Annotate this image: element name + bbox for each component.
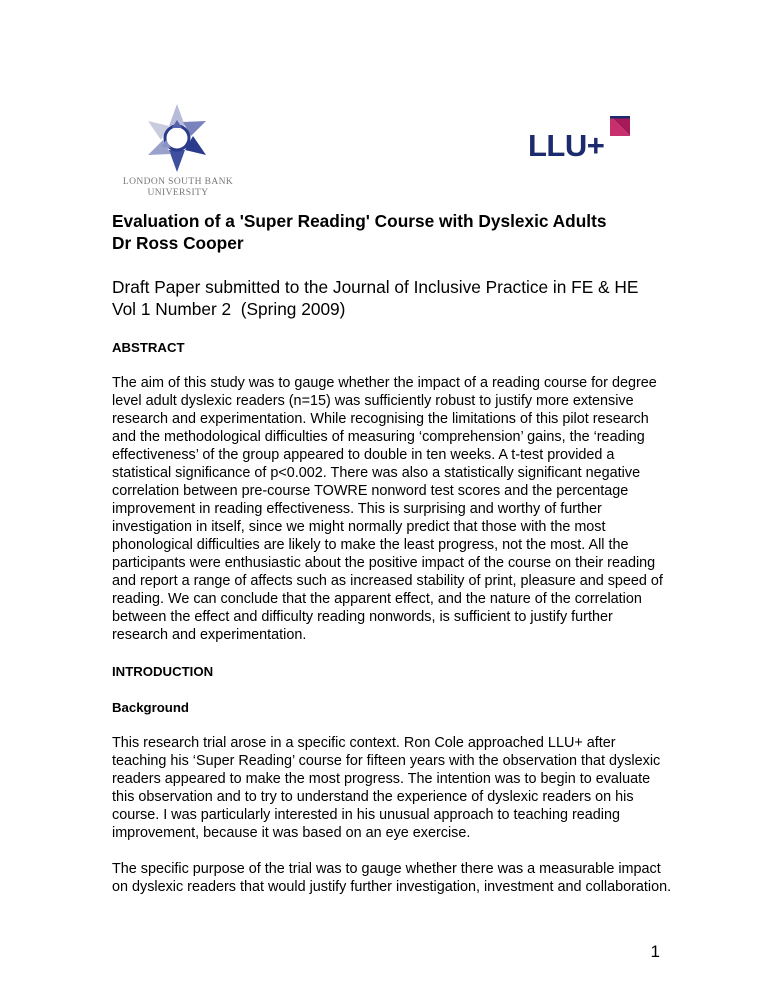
paper-author: Dr Ross Cooper: [112, 233, 244, 253]
background-paragraph-2: The specific purpose of the trial was to gauge whether there was a measurable impact on dyslexic readers that would justify further investigation, investment and collaboration.: [112, 861, 672, 895]
llu-wordmark: LLU+: [528, 128, 605, 163]
lsbu-emblem-icon: [114, 100, 242, 180]
paper-title: [112, 210, 672, 254]
lsbu-wordmark: [114, 177, 242, 199]
llu-plus-logo: [524, 114, 654, 164]
introduction-heading: INTRODUCTION: [112, 664, 214, 679]
page-number: 1: [650, 942, 660, 961]
background-heading: Background: [112, 700, 189, 715]
article-body: [112, 210, 672, 896]
lsbu-logo: [114, 100, 242, 200]
paper-title-line1: Evaluation of a 'Super Reading' Course with Dyslexic Adults: [112, 211, 607, 231]
paper-subtitle-line2: Vol 1 Number 2 (Spring 2009): [112, 299, 346, 319]
background-paragraph-1: This research trial arose in a specific context. Ron Cole approached LLU+ after teaching his ‘Super Reading’ course for fifteen years with the observation that dyslexic readers appeared to make the most progress. The intention was to begin to evaluate this observation and to try to understand the experience of dyslexic readers on his course. I was particularly interested in his unusual approach to teaching reading improvement, because it was based on an eye exercise.: [112, 735, 661, 841]
paper-subtitle: [112, 276, 672, 320]
lsbu-wordmark-line1: LONDON SOUTH BANK: [122, 177, 234, 187]
paper-subtitle-line1: Draft Paper submitted to the Journal of Inclusive Practice in FE & HE: [112, 277, 639, 297]
abstract-heading: ABSTRACT: [112, 340, 185, 355]
abstract-text: The aim of this study was to gauge whether the impact of a reading course for degree level adult dyslexic readers (n=15) was sufficiently robust to justify more extensive research and experimentation. While recognising the limitations of this pilot research and the methodological difficulties of measuring ‘comprehension’ gains, the ‘reading effectiveness’ of the group appeared to double in ten weeks. A t-test provided a statistical significance of p<0.002. There was also a statistically significant negative correlation between pre-course TOWRE nonword test scores and the percentage improvement in reading effectiveness. This is surprising and worthy of further investigation in itself, since we might normally predict that those with the most phonological difficulties are likely to make the least progress, not the most. All the participants were enthusiastic about the positive impact of the course on their reading and report a range of affects such as increased stability of print, pleasure and speed of reading. We can conclude that the apparent effect, and the nature of the correlation between the effect and difficulty reading nonwords, is sufficient to justify further research and experimentation.: [112, 375, 663, 643]
lsbu-wordmark-line2: UNIVERSITY: [147, 188, 209, 198]
